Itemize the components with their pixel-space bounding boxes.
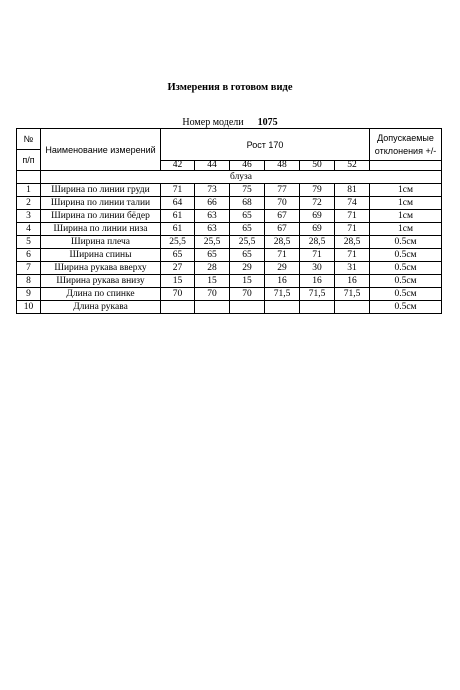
size-header-46: 46: [230, 161, 265, 171]
measurement-name: Ширина по линии низа: [41, 223, 161, 236]
name-header: Наименование измерений: [41, 129, 161, 171]
size-value-46: 65: [230, 249, 265, 262]
height-header: Рост 170: [161, 129, 370, 161]
size-value-52: 31: [335, 262, 370, 275]
size-value-42: 61: [161, 210, 195, 223]
row-number: 5: [17, 236, 41, 249]
row-number: 4: [17, 223, 41, 236]
size-value-46: 15: [230, 275, 265, 288]
section-label: блуза: [41, 171, 442, 184]
size-value-50: 71,5: [300, 288, 335, 301]
tolerance-value: 1см: [370, 210, 442, 223]
table-row: [17, 236, 442, 249]
table-row: [17, 249, 442, 262]
measurement-name: Длина по спинке: [41, 288, 161, 301]
size-value-44: 15: [195, 275, 230, 288]
row-number: 2: [17, 197, 41, 210]
measurement-name: Ширина рукава внизу: [41, 275, 161, 288]
size-value-48: [265, 301, 300, 314]
tolerance-header-line2: отклонения +/-: [374, 145, 437, 156]
size-value-42: 27: [161, 262, 195, 275]
table-row: [17, 288, 442, 301]
size-value-52: 28,5: [335, 236, 370, 249]
size-value-48: 67: [265, 210, 300, 223]
size-header-48: 48: [265, 161, 300, 171]
size-value-52: [335, 301, 370, 314]
table-row: [17, 184, 442, 197]
row-number: 3: [17, 210, 41, 223]
size-value-48: 28,5: [265, 236, 300, 249]
tolerance-value: 0.5см: [370, 249, 442, 262]
size-header-42: 42: [161, 161, 195, 171]
size-value-50: [300, 301, 335, 314]
tolerance-header-blank: [370, 161, 442, 171]
tolerance-header-line1: Допускаемые: [377, 132, 434, 143]
measurement-name: Ширина спины: [41, 249, 161, 262]
no-header: №: [17, 129, 41, 150]
size-value-42: 15: [161, 275, 195, 288]
size-value-44: 73: [195, 184, 230, 197]
size-value-44: 65: [195, 249, 230, 262]
row-number: 6: [17, 249, 41, 262]
table-row: [17, 262, 442, 275]
tolerance-value: 1см: [370, 197, 442, 210]
table-row: [17, 301, 442, 314]
size-value-42: [161, 301, 195, 314]
size-value-46: 25,5: [230, 236, 265, 249]
size-value-42: 71: [161, 184, 195, 197]
size-value-52: 71,5: [335, 288, 370, 301]
size-header-44: 44: [195, 161, 230, 171]
model-number-line: [0, 117, 460, 128]
size-value-42: 64: [161, 197, 195, 210]
size-value-50: 72: [300, 197, 335, 210]
measurement-name: Ширина рукава вверху: [41, 262, 161, 275]
tolerance-value: 1см: [370, 223, 442, 236]
tolerance-value: 0.5см: [370, 262, 442, 275]
size-value-44: 63: [195, 210, 230, 223]
size-value-50: 69: [300, 210, 335, 223]
size-value-48: 29: [265, 262, 300, 275]
size-value-46: 70: [230, 288, 265, 301]
tolerance-value: 0.5см: [370, 236, 442, 249]
size-value-50: 30: [300, 262, 335, 275]
size-value-48: 67: [265, 223, 300, 236]
measurement-name: Ширина по линии талии: [41, 197, 161, 210]
table-row: [17, 197, 442, 210]
size-value-50: 71: [300, 249, 335, 262]
row-number: 8: [17, 275, 41, 288]
page-title: Измерения в готовом виде: [167, 82, 293, 93]
size-value-48: 77: [265, 184, 300, 197]
tolerance-header: [370, 129, 442, 161]
size-value-52: 16: [335, 275, 370, 288]
size-value-46: 65: [230, 210, 265, 223]
size-value-52: 71: [335, 249, 370, 262]
size-value-44: 66: [195, 197, 230, 210]
measurement-name: Ширина плеча: [41, 236, 161, 249]
table-row: [17, 223, 442, 236]
size-value-44: 25,5: [195, 236, 230, 249]
tolerance-value: 1см: [370, 184, 442, 197]
size-value-44: 28: [195, 262, 230, 275]
pp-header: п/п: [17, 150, 41, 171]
size-value-46: 29: [230, 262, 265, 275]
model-label: Номер модели: [182, 117, 244, 128]
measurement-name: Ширина по линии груди: [41, 184, 161, 197]
row-number: 1: [17, 184, 41, 197]
size-value-48: 70: [265, 197, 300, 210]
row-number: 10: [17, 301, 41, 314]
size-value-52: 74: [335, 197, 370, 210]
size-value-42: 61: [161, 223, 195, 236]
tolerance-value: 0.5см: [370, 275, 442, 288]
measurements-table: [16, 128, 442, 314]
model-number: 1075: [257, 117, 278, 128]
size-value-46: 75: [230, 184, 265, 197]
size-value-42: 25,5: [161, 236, 195, 249]
row-number: 9: [17, 288, 41, 301]
size-value-44: 63: [195, 223, 230, 236]
tolerance-value: 0.5см: [370, 301, 442, 314]
size-value-50: 69: [300, 223, 335, 236]
size-header-50: 50: [300, 161, 335, 171]
size-value-48: 71: [265, 249, 300, 262]
size-value-44: [195, 301, 230, 314]
size-value-46: 65: [230, 223, 265, 236]
measurement-name: Длина рукава: [41, 301, 161, 314]
size-value-50: 28,5: [300, 236, 335, 249]
size-value-46: 68: [230, 197, 265, 210]
table-row: [17, 210, 442, 223]
size-value-52: 71: [335, 210, 370, 223]
size-value-48: 16: [265, 275, 300, 288]
section-blank-cell: [17, 171, 41, 184]
size-value-50: 79: [300, 184, 335, 197]
measurement-name: Ширина по линии бёдер: [41, 210, 161, 223]
size-value-42: 70: [161, 288, 195, 301]
size-value-44: 70: [195, 288, 230, 301]
size-header-52: 52: [335, 161, 370, 171]
size-value-52: 71: [335, 223, 370, 236]
size-value-48: 71,5: [265, 288, 300, 301]
size-value-50: 16: [300, 275, 335, 288]
size-value-42: 65: [161, 249, 195, 262]
size-value-52: 81: [335, 184, 370, 197]
tolerance-value: 0.5см: [370, 288, 442, 301]
size-value-46: [230, 301, 265, 314]
row-number: 7: [17, 262, 41, 275]
table-row: [17, 275, 442, 288]
